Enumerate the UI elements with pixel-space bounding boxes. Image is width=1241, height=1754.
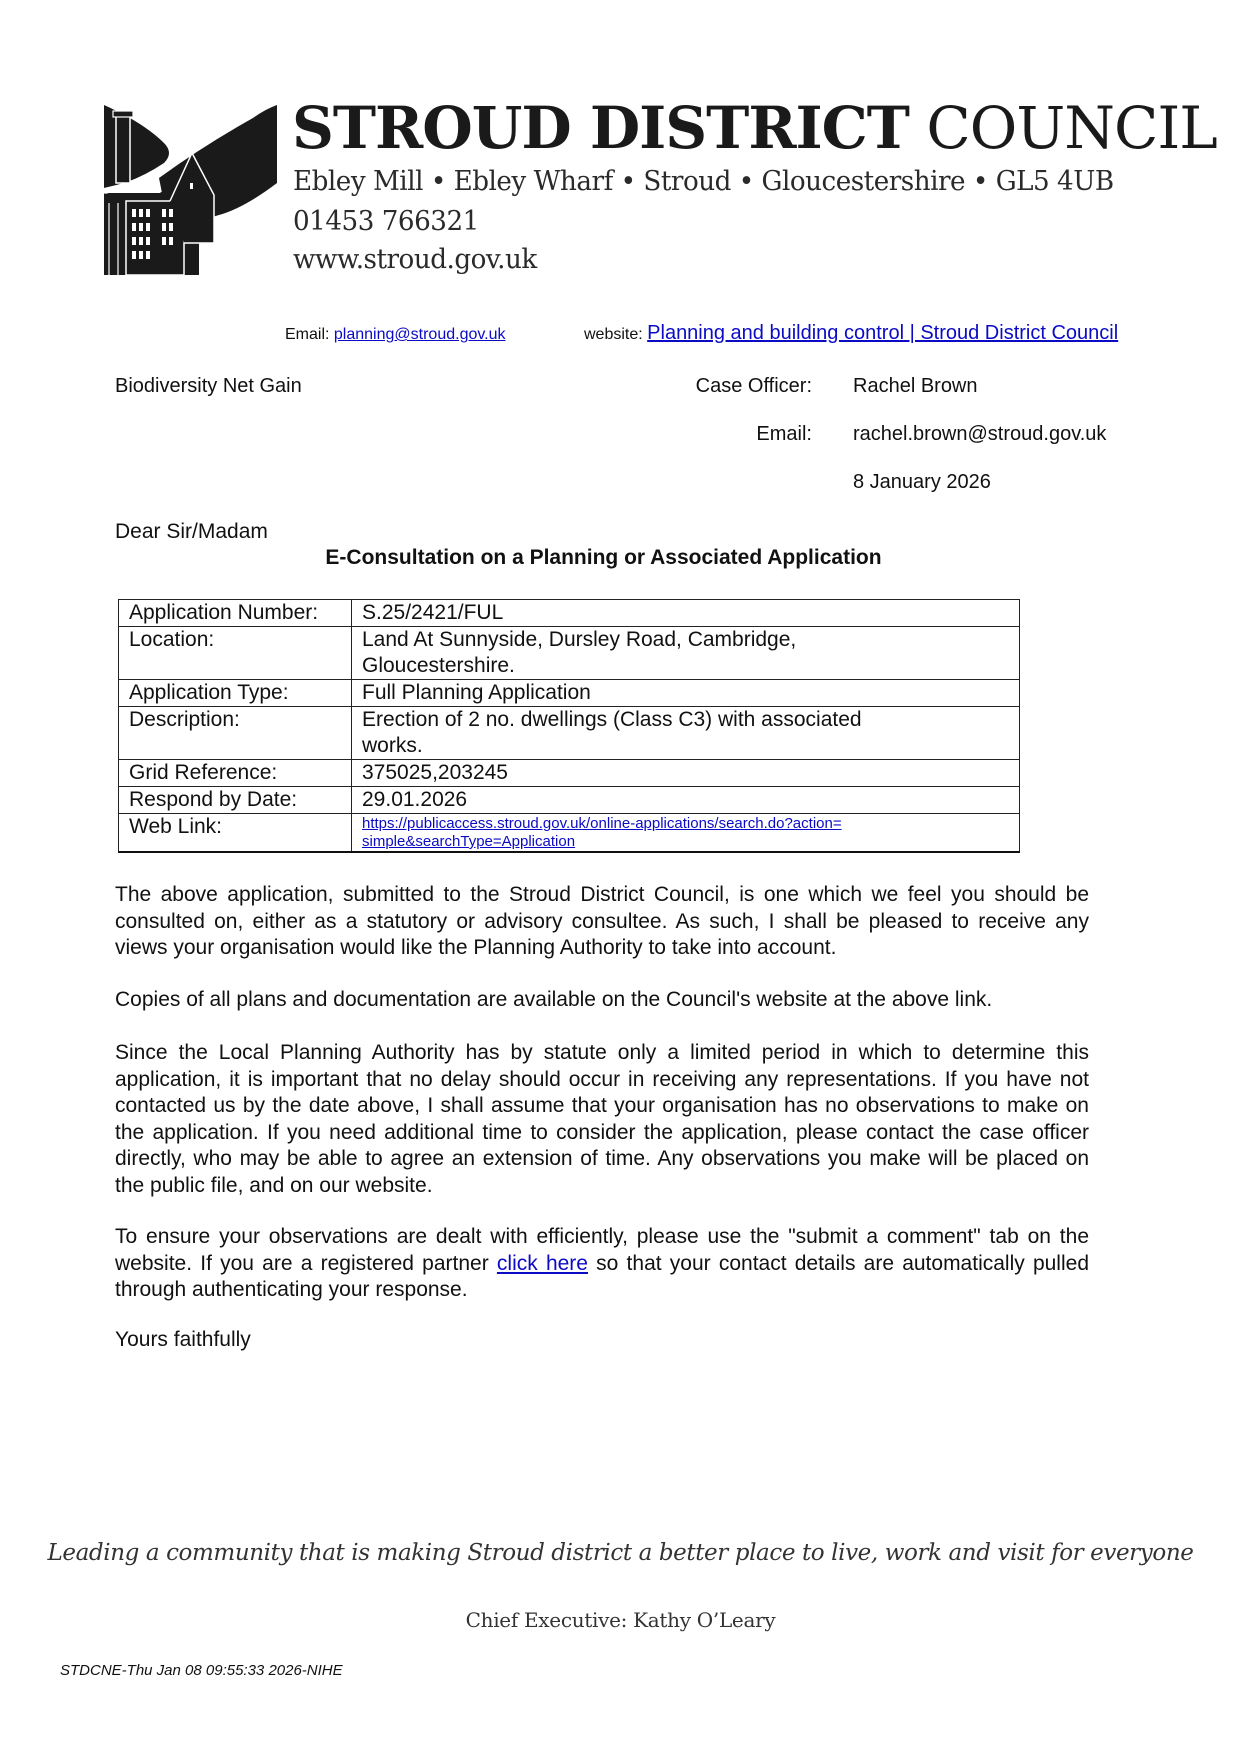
body-paragraph-1: The above application, submitted to the Stroud District Council, is one which we feel you should be consulted on, either as a statutory or advisory consultee. As such, I shall be pleased to receive any views your organisation would like the Planning Authority to take into account. <box>115 883 1089 959</box>
document-reference: STDCNE-Thu Jan 08 09:55:33 2026-NIHE <box>60 1662 343 1679</box>
grid-reference: 375025,203245 <box>352 760 1020 787</box>
web-link-cell <box>352 814 1020 853</box>
body-paragraph-2: Copies of all plans and documentation are available on the Council's website at the above link. <box>115 988 993 1011</box>
officer-email-label: Email: <box>756 423 812 445</box>
description: Erection of 2 no. dwellings (Class C3) with associated works. <box>352 707 1020 760</box>
council-logo <box>104 103 277 275</box>
letter-date: 8 January 2026 <box>853 471 991 493</box>
body-paragraph-3: Since the Local Planning Authority has by statute only a limited period in which to determine this application, it is important that no delay should occur in receiving any representations. If you have not contacted us by the date above, I shall assume that your organisation has no observations to make on the application. If you need additional time to consider the application, please contact the case officer directly, who may be able to agree an extension of time. Any observations you make will be placed on the public file, and on our website. <box>115 1041 1089 1197</box>
contact-website <box>584 322 1118 345</box>
council-motto: Leading a community that is making Stroud district a better place to live, work and visit for everyone <box>47 1540 1194 1566</box>
registered-partner-link[interactable]: click here <box>496 1251 588 1275</box>
application-type: Full Planning Application <box>352 680 1020 707</box>
org-website: www.stroud.gov.uk <box>293 244 537 275</box>
page-title: E-Consultation on a Planning or Associated Application <box>325 546 882 569</box>
table-row <box>119 707 1020 760</box>
table-row <box>119 680 1020 707</box>
contact-email-label: Email: <box>285 326 330 343</box>
application-web-link[interactable]: https://publicaccess.stroud.gov.uk/online-applications/search.do?action=simple&searchType=Application <box>362 815 842 850</box>
table-row <box>119 627 1020 680</box>
org-name-bold: STROUD DISTRICT <box>292 94 909 162</box>
case-officer-label: Case Officer: <box>695 375 812 397</box>
planning-email-link[interactable]: planning@stroud.gov.uk <box>333 326 506 343</box>
application-details-table <box>118 599 1020 853</box>
row-label: Application Number: <box>119 600 352 627</box>
org-phone: 01453 766321 <box>293 206 479 237</box>
row-label: Description: <box>119 707 352 760</box>
row-label: Respond by Date: <box>119 787 352 814</box>
application-number: S.25/2421/FUL <box>352 600 1020 627</box>
mill-building-icon <box>104 103 277 275</box>
row-label: Application Type: <box>119 680 352 707</box>
officer-email: rachel.brown@stroud.gov.uk <box>853 423 1107 445</box>
table-row <box>119 787 1020 814</box>
case-officer-name: Rachel Brown <box>853 375 978 397</box>
body-paragraph-4: To ensure your observations are dealt with efficiently, please use the "submit a comment" tab on the website. If you are a registered partner click here so that your contact details are automatically pulled through authenticating your response. <box>115 1225 1089 1301</box>
org-address: Ebley Mill • Ebley Wharf • Stroud • Gloucestershire • GL5 4UB <box>293 166 1114 197</box>
table-row <box>119 814 1020 853</box>
contact-website-label: website: <box>584 326 643 343</box>
table-row <box>119 600 1020 627</box>
salutation: Dear Sir/Madam <box>115 520 268 543</box>
chief-executive: Chief Executive: Kathy O’Leary <box>465 1608 776 1632</box>
closing: Yours faithfully <box>115 1328 251 1351</box>
row-label: Grid Reference: <box>119 760 352 787</box>
planning-website-link[interactable]: Planning and building control | Stroud District Council <box>647 322 1119 344</box>
row-label: Web Link: <box>119 814 352 853</box>
respond-by-date: 29.01.2026 <box>352 787 1020 814</box>
table-row <box>119 760 1020 787</box>
recipient: Biodiversity Net Gain <box>115 375 302 397</box>
row-label: Location: <box>119 627 352 680</box>
org-name-light: COUNCIL <box>926 94 1217 162</box>
contact-email <box>285 326 506 344</box>
location: Land At Sunnyside, Dursley Road, Cambridge, Gloucestershire. <box>352 627 1020 680</box>
org-name <box>292 92 1217 164</box>
